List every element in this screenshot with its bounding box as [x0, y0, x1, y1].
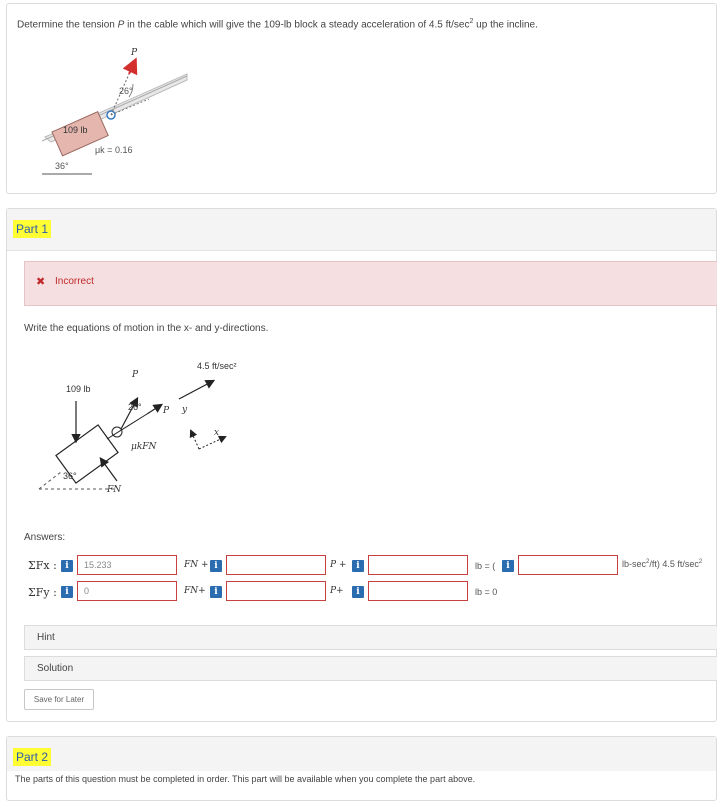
part2-locked-text: The parts of this question must be completed in order. This part will be available when you complete the part above. — [15, 774, 476, 784]
incorrect-banner — [24, 261, 717, 306]
info-icon[interactable]: i — [352, 586, 364, 598]
sum-fy-label: ΣFy : — [28, 586, 57, 599]
hint-label: Hint — [37, 632, 55, 643]
fbd-angle-cable: 26° — [128, 402, 142, 412]
fbd-angle-incline: 36° — [63, 471, 77, 481]
fy-input-2[interactable] — [226, 581, 326, 601]
fx-fn-plus: FN + — [184, 560, 209, 570]
answers-label: Answers: — [24, 532, 66, 543]
fig-p-label: P — [131, 48, 138, 58]
fy-lb-eq: lb = 0 — [475, 587, 498, 597]
info-icon[interactable]: i — [210, 560, 222, 572]
fx-unit: $lb-\sec^2/ft$) 4.5 $ft/\sec^2$ — [622, 559, 703, 569]
fbd-p2-label: P — [163, 406, 170, 416]
solution-label: Solution — [37, 663, 74, 674]
info-icon[interactable]: i — [502, 560, 514, 572]
part1-header — [7, 209, 716, 251]
part2-card — [6, 736, 717, 801]
x-mark-icon: ✖ — [36, 276, 46, 288]
problem-figure — [37, 44, 217, 194]
fx-p-plus: P + — [330, 560, 347, 570]
fbd-p-label: P — [132, 370, 139, 380]
free-body-diagram — [27, 359, 267, 519]
incorrect-status: Incorrect — [55, 276, 94, 287]
part1-card — [6, 208, 717, 722]
fig-weight-label: 109 lb — [63, 125, 88, 135]
fbd-y-label: y — [182, 405, 188, 415]
info-icon[interactable]: i — [210, 586, 222, 598]
fx-input-4[interactable] — [518, 555, 618, 575]
fx-input-2[interactable] — [226, 555, 326, 575]
fy-p-plus: P+ — [330, 586, 344, 596]
fbd-weight-label: 109 lb — [66, 384, 91, 394]
question-card — [6, 3, 717, 194]
fy-input-1[interactable]: 0 — [77, 581, 177, 601]
info-icon[interactable]: i — [352, 560, 364, 572]
fig-mu-label: μk = 0.16 — [95, 145, 133, 155]
question-text: Determine the tension P in the cable which will give the 109-lb block a steady acceleration of 4.5 $ft/\sec^2$ up the incline. — [17, 18, 538, 31]
part2-header — [7, 737, 716, 771]
fx-input-3[interactable] — [368, 555, 468, 575]
sum-fx-label: ΣFx : — [28, 559, 57, 572]
save-for-later-button[interactable]: Save for Later — [24, 689, 94, 710]
fx-input-1[interactable]: 15.233 — [77, 555, 177, 575]
fx-lb-eq: lb = ( — [475, 561, 496, 571]
solution-toggle[interactable] — [24, 656, 717, 681]
fig-angle-cable: 26° — [119, 86, 133, 96]
fig-angle-incline: 36° — [55, 161, 69, 171]
fbd-x-label: x — [214, 428, 220, 438]
hint-toggle[interactable] — [24, 625, 717, 650]
fy-fn-plus: FN+ — [184, 586, 206, 596]
info-icon[interactable]: i — [61, 560, 73, 572]
instruction-text: Write the equations of motion in the x- and y-directions. — [24, 323, 269, 334]
fbd-normal-label: FN — [107, 485, 122, 495]
part2-label: Part 2 — [13, 748, 51, 766]
fbd-friction-label: μkFN — [131, 442, 157, 452]
part1-label: Part 1 — [13, 220, 51, 238]
info-icon[interactable]: i — [61, 586, 73, 598]
fy-input-3[interactable] — [368, 581, 468, 601]
fbd-accel-label: 4.5 ft/sec² — [197, 361, 237, 371]
